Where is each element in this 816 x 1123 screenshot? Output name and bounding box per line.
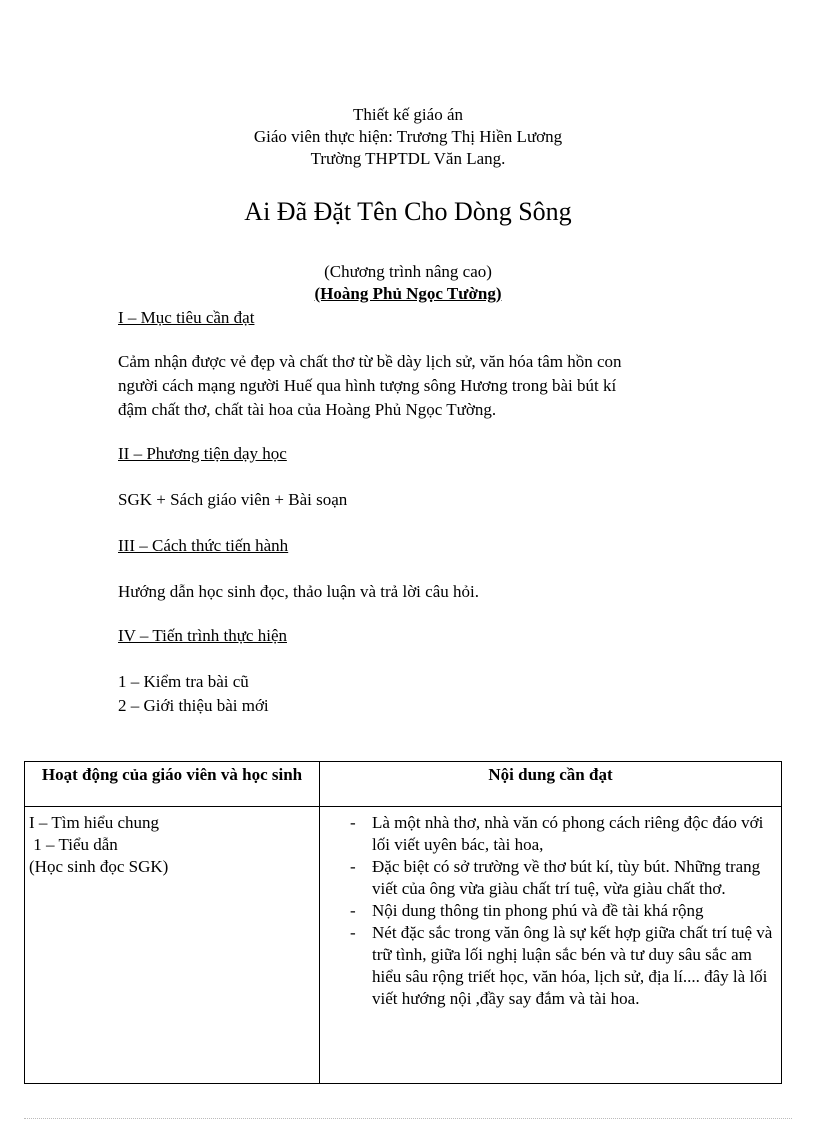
doc-type-line: Thiết kế giáo án <box>353 105 463 124</box>
section4-item-introduce-lesson: 2 – Giới thiệu bài mới <box>118 696 269 715</box>
section1-line: đậm chất thơ, chất tài hoa của Hoàng Phủ Ngọc Tường. <box>118 400 497 419</box>
bullet-dash: - <box>350 857 356 876</box>
section3-text: Hướng dẫn học sinh đọc, thảo luận và trả lời câu hỏi. <box>118 582 479 601</box>
bullet-dash: - <box>350 901 356 920</box>
table-row <box>25 807 782 1084</box>
activity-line: I – Tìm hiểu chung <box>29 813 159 832</box>
activities-cell <box>25 807 320 1084</box>
section2-text: SGK + Sách giáo viên + Bài soạn <box>118 490 348 509</box>
list-item <box>320 856 773 900</box>
list-item <box>320 900 773 922</box>
lesson-table <box>24 761 782 1084</box>
section1-paragraph <box>118 350 698 422</box>
section1-heading: I – Mục tiêu cần đạt <box>118 308 255 327</box>
section1-line: Cảm nhận được vẻ đẹp và chất thơ từ bề dày lịch sử, văn hóa tâm hồn con <box>118 352 622 371</box>
activity-line: (Học sinh đọc SGK) <box>29 857 169 876</box>
table-header-content: Nội dung cần đạt <box>320 762 782 807</box>
list-item <box>320 812 773 856</box>
section2-heading: II – Phương tiện dạy học <box>118 444 287 463</box>
section3-heading: III – Cách thức tiến hành <box>118 536 289 555</box>
page-bottom-divider <box>24 1118 792 1119</box>
lesson-title: Ai Đã Đặt Tên Cho Dòng Sông <box>244 197 572 226</box>
list-item <box>320 922 773 1010</box>
section4-item-check-old-lesson: 1 – Kiểm tra bài cũ <box>118 672 249 691</box>
author-line <box>0 283 816 305</box>
bullet-dash: - <box>350 923 356 942</box>
bullet-text: Đặc biệt có sở trường về thơ bút kí, tùy bút. Những trang viết của ông vừa giàu chất trí tuệ, vừa giàu chất thơ. <box>372 857 761 898</box>
table-header-activities: Hoạt động của giáo viên và học sinh <box>25 762 320 807</box>
content-cell <box>320 807 782 1084</box>
program-subtitle: (Chương trình nâng cao) <box>324 262 492 281</box>
bullet-text: Là một nhà thơ, nhà văn có phong cách riêng độc đáo với lối viết uyên bác, tài hoa, <box>372 813 764 854</box>
teacher-line: Giáo viên thực hiện: Trương Thị Hiền Lương <box>253 127 563 146</box>
bullet-text: Nội dung thông tin phong phú và đề tài khá rộng <box>372 901 704 920</box>
section1-line: người cách mạng người Huế qua hình tượng sông Hương trong bài bút kí <box>118 376 617 395</box>
section4-list <box>118 670 698 718</box>
table-header-row <box>25 762 782 807</box>
author-name: (Hoàng Phủ Ngọc Tường) <box>314 284 502 303</box>
bullet-text: Nét đặc sắc trong văn ông là sự kết hợp giữa chất trí tuệ và trữ tình, giữa lối nghị luận sắc bén và tư duy sâu sắc am hiểu sâu rộng triết học, văn hóa, lịch sử, địa lí.... đây là lối viết hướng nội ,đầy say đắm và tài hoa. <box>372 923 773 1008</box>
bullet-dash: - <box>350 813 356 832</box>
activity-line: 1 – Tiểu dẫn <box>29 835 118 854</box>
section4-heading: IV – Tiến trình thực hiện <box>118 626 287 645</box>
content-bullet-list <box>320 812 773 1010</box>
school-line: Trường THPTDL Văn Lang. <box>310 149 506 168</box>
